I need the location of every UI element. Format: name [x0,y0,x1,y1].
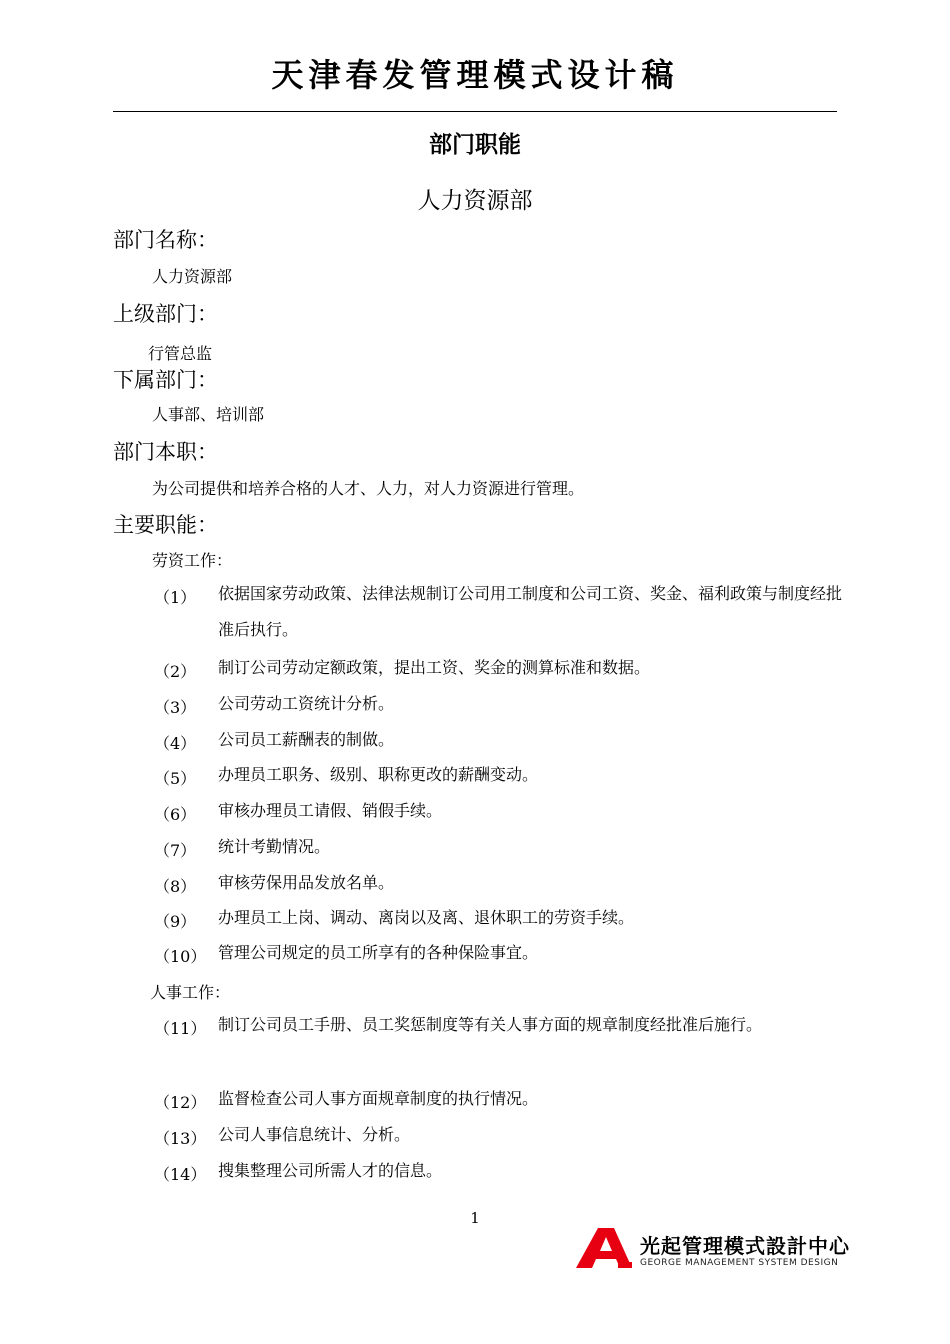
item-text: 办理员工职务、级别、职称更改的薪酬变动。 [218,765,539,784]
logo-a-icon [574,1226,634,1270]
personnel-group-label: 人事工作： [150,983,231,1002]
item-text: 依据国家劳动政策、法律法规制订公司用工制度和公司工资、奖金、福利政策与制度经批准后执行。 [218,584,843,639]
section-heading: 部门职能 [429,132,521,158]
dept-duty-label: 部门本职： [113,440,218,464]
item-number: （4） [154,734,197,753]
main-functions-label: 主要职能： [113,513,218,537]
item-number: （1） [154,588,197,607]
item-text: 搜集整理公司所需人才的信息。 [218,1161,443,1180]
item-number: （7） [154,841,197,860]
item-text: 公司劳动工资统计分析。 [218,694,395,713]
item-number: （2） [154,662,197,681]
item-number: （11） [154,1019,207,1038]
item-text: 管理公司规定的员工所享有的各种保险事宜。 [218,943,539,962]
item-number: （3） [154,698,197,717]
item-number: （6） [154,805,197,824]
item-number: （10） [154,947,207,966]
department-heading: 人力资源部 [417,188,533,214]
sub-dept-label: 下属部门： [113,368,218,392]
labor-group-label: 劳资工作： [152,551,233,570]
logo-english-name: GEORGE MANAGEMENT SYSTEM DESIGN [640,1258,839,1268]
dept-name-value: 人力资源部 [152,267,233,286]
company-logo [574,1226,850,1272]
item-number: （8） [154,877,197,896]
title-divider [113,111,837,112]
dept-name-label: 部门名称： [113,228,218,252]
superior-dept-label: 上级部门： [113,302,218,326]
page-number: 1 [470,1209,480,1227]
item-number: （12） [154,1093,207,1112]
superior-dept-value: 行管总监 [148,344,213,363]
item-number: （5） [154,769,197,788]
item-text: 审核办理员工请假、销假手续。 [218,801,443,820]
item-text: 监督检查公司人事方面规章制度的执行情况。 [218,1089,539,1108]
item-text: 审核劳保用品发放名单。 [218,873,395,892]
sub-dept-value: 人事部、培训部 [152,405,265,424]
item-text: 制订公司劳动定额政策，提出工资、奖金的测算标准和数据。 [218,658,651,677]
item-text: 公司人事信息统计、分析。 [218,1125,411,1144]
item-number: （9） [154,912,197,931]
item-text: 办理员工上岗、调动、离岗以及离、退休职工的劳资手续。 [218,908,635,927]
document-title: 天津春发管理模式设计稿 [271,56,679,94]
logo-chinese-name: 光起管理模式設計中心 [640,1234,850,1258]
item-number: （13） [154,1129,207,1148]
item-number: （14） [154,1165,207,1184]
item-text: 制订公司员工手册、员工奖惩制度等有关人事方面的规章制度经批准后施行。 [218,1015,763,1034]
item-text: 统计考勤情况。 [218,837,331,856]
item-text: 公司员工薪酬表的制做。 [218,730,395,749]
dept-duty-value: 为公司提供和培养合格的人才、人力，对人力资源进行管理。 [152,479,585,498]
